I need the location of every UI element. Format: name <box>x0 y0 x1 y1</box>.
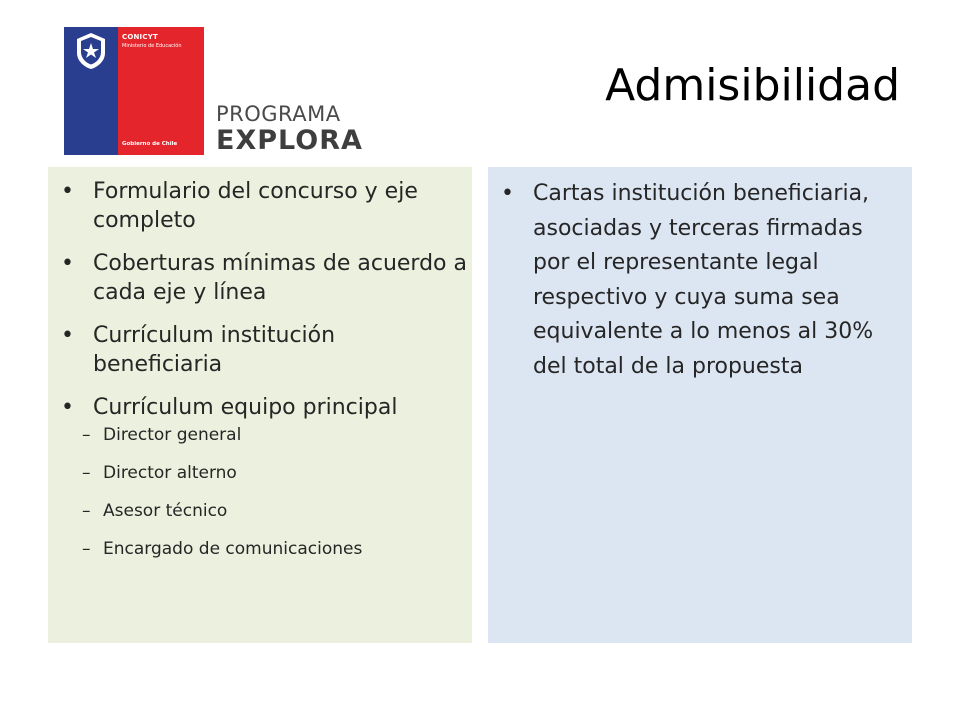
logo-ministerio-text: Ministerio de Educación <box>122 43 182 49</box>
logo-blue-band <box>64 27 118 155</box>
sub-bullet-item: – Asesor técnico <box>61 500 468 522</box>
chile-coat-of-arms-icon <box>72 31 110 71</box>
sub-bullet-list <box>93 424 468 560</box>
bullet-label: Coberturas mínimas de acuerdo a cada eje y línea <box>93 251 467 305</box>
bullet-label: Cartas institución beneficiaria, asociadas y terceras firmadas por el representante legal respectivo y cuya suma sea equivalente a lo menos al 30% del total de la propuesta <box>533 181 874 379</box>
left-panel <box>48 167 472 643</box>
sub-bullet-item: – Encargado de comunicaciones <box>61 538 468 560</box>
bullet-item <box>61 249 468 307</box>
sub-bullet-item: – Director alterno <box>61 462 468 484</box>
bullet-item <box>61 393 468 560</box>
right-bullet-list <box>501 177 906 384</box>
bullet-label: Formulario del concurso y eje completo <box>93 179 418 233</box>
logo-conicyt-text: CONICYT <box>122 33 158 41</box>
bullet-item <box>61 177 468 235</box>
logo-gobierno-text: Gobierno de Chile <box>122 141 178 147</box>
bullet-item <box>61 321 468 379</box>
conicyt-logo <box>64 27 204 155</box>
bullet-item <box>501 177 906 384</box>
sub-bullet-item: – Director general <box>61 424 468 446</box>
left-bullet-list <box>61 177 468 560</box>
right-panel <box>488 167 912 643</box>
slide-title: Admisibilidad <box>605 60 900 111</box>
bullet-label: Currículum equipo principal <box>93 395 398 420</box>
logo-red-band <box>118 27 204 155</box>
explora-text: EXPLORA <box>216 125 363 156</box>
programa-text: PROGRAMA <box>216 102 341 126</box>
bullet-label: Currículum institución beneficiaria <box>93 323 336 377</box>
